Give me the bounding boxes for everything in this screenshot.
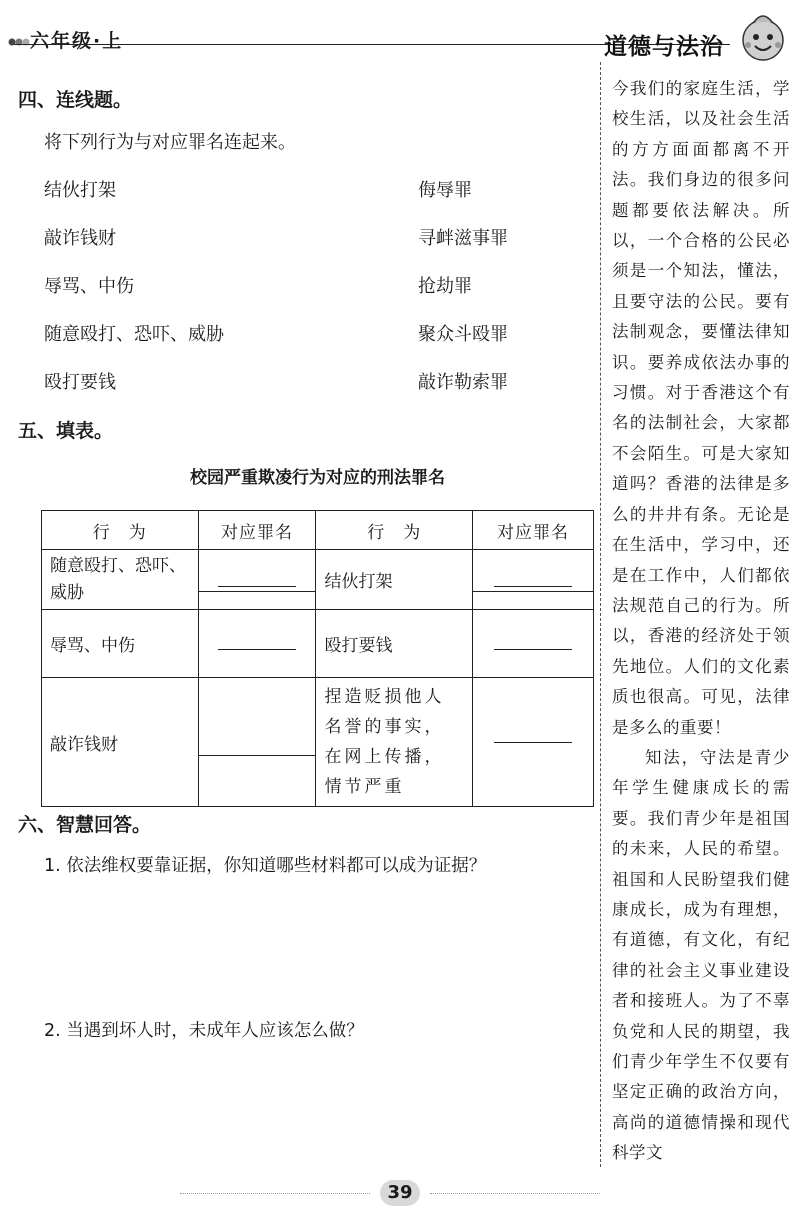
table-row bbox=[42, 550, 594, 592]
behavior-cell: 殴打要钱 bbox=[316, 610, 473, 678]
answer-cell-empty[interactable] bbox=[198, 678, 316, 756]
mascot-icon bbox=[734, 10, 792, 66]
section4-title: 四、连线题。 bbox=[18, 89, 133, 111]
behavior-cell: 捏造贬损他人名誉的事实，在网上传播，情节严重 bbox=[316, 678, 473, 807]
answer-cell-empty[interactable] bbox=[198, 592, 316, 610]
behavior-cell: 辱骂、中伤 bbox=[42, 610, 199, 678]
section6-title: 六、智慧回答。 bbox=[18, 814, 152, 836]
answer-blank[interactable] bbox=[473, 610, 594, 678]
sidebar-paragraph: 知法，守法是青少年学生健康成长的需要。我们青少年是祖国的未来，人民的希望。祖国和人民盼望我们健康成长，成为有理想，有道德，有文化，有纪律的社会主义事业建设者和接班人。为了不辜负党和人民的期望，我们青少年学生不仅要有坚定正确的政治方向，高尚的道德情操和现代科学文 bbox=[612, 747, 790, 1163]
header-behavior: 行 为 bbox=[42, 511, 199, 550]
question-1: 1. 依法维权要靠证据，你知道哪些材料都可以成为证据？ bbox=[44, 856, 487, 876]
footer-rule bbox=[430, 1193, 600, 1194]
answer-blank[interactable] bbox=[473, 678, 594, 807]
match-right-item[interactable]: 寻衅滋事罪 bbox=[418, 228, 508, 249]
question-2: 2. 当遇到坏人时，未成年人应该怎么做？ bbox=[44, 1021, 364, 1041]
behavior-cell: 随意殴打、恐吓、威胁 bbox=[42, 550, 199, 610]
sidebar-paragraph: 今我们的家庭生活，学校生活，以及社会生活的方方面面都离不开法。我们身边的很多问题都要依法解决。所以，一个合格的公民必须是一个知法，懂法，且要守法的公民。要有法制观念，要懂法律知识。要养成依法办事的习惯。对于香港这个有名的法制社会，大家都不会陌生。可是大家知道吗？香港的法律是多么的井井有条。无论是在生活中，学习中，还是在工作中，人们都依法规范自己的行为。所以，香港的经济处于领先地位。人们的文化素质也很高。可见，法律是多么的重要！ bbox=[612, 79, 790, 737]
section4-instruction: 将下列行为与对应罪名连起来。 bbox=[44, 132, 296, 153]
header-behavior: 行 为 bbox=[316, 511, 473, 550]
section5-title: 五、填表。 bbox=[18, 420, 114, 442]
answer-area-1[interactable] bbox=[44, 885, 584, 1005]
match-left-item[interactable]: 随意殴打、恐吓、威胁 bbox=[44, 324, 224, 345]
decorative-dots-icon bbox=[8, 36, 30, 48]
match-right-item[interactable]: 侮辱罪 bbox=[418, 180, 472, 201]
header-crime: 对应罪名 bbox=[198, 511, 316, 550]
column-divider bbox=[600, 62, 601, 1167]
header-crime: 对应罪名 bbox=[473, 511, 594, 550]
sidebar-reading bbox=[612, 74, 790, 1169]
match-right-item[interactable]: 敲诈勒索罪 bbox=[418, 372, 508, 393]
answer-blank[interactable] bbox=[198, 550, 316, 592]
behavior-cell: 敲诈钱财 bbox=[42, 678, 199, 807]
match-left-item[interactable]: 敲诈钱财 bbox=[44, 228, 116, 249]
grade-text: 六年级·上 bbox=[30, 30, 124, 52]
answer-area-2[interactable] bbox=[44, 1050, 584, 1165]
match-right-item[interactable]: 聚众斗殴罪 bbox=[418, 324, 508, 345]
page-number: 39 bbox=[380, 1180, 420, 1206]
table-header-row bbox=[42, 511, 594, 550]
match-left-item[interactable]: 结伙打架 bbox=[44, 180, 116, 201]
crime-table bbox=[41, 510, 594, 807]
answer-blank[interactable] bbox=[473, 550, 594, 592]
table-title: 校园严重欺凌行为对应的刑法罪名 bbox=[190, 468, 445, 488]
answer-cell-empty[interactable] bbox=[198, 755, 316, 806]
match-right-item[interactable]: 抢劫罪 bbox=[418, 276, 472, 297]
table-row bbox=[42, 678, 594, 756]
answer-blank[interactable] bbox=[198, 610, 316, 678]
table-row bbox=[42, 610, 594, 678]
match-left-item[interactable]: 殴打要钱 bbox=[44, 372, 116, 393]
behavior-cell: 结伙打架 bbox=[316, 550, 473, 610]
match-left-item[interactable]: 辱骂、中伤 bbox=[44, 276, 134, 297]
answer-cell-empty[interactable] bbox=[473, 592, 594, 610]
footer-rule bbox=[180, 1193, 370, 1194]
subject-title: 道德与法治 bbox=[604, 34, 724, 60]
grade-label bbox=[8, 26, 123, 53]
